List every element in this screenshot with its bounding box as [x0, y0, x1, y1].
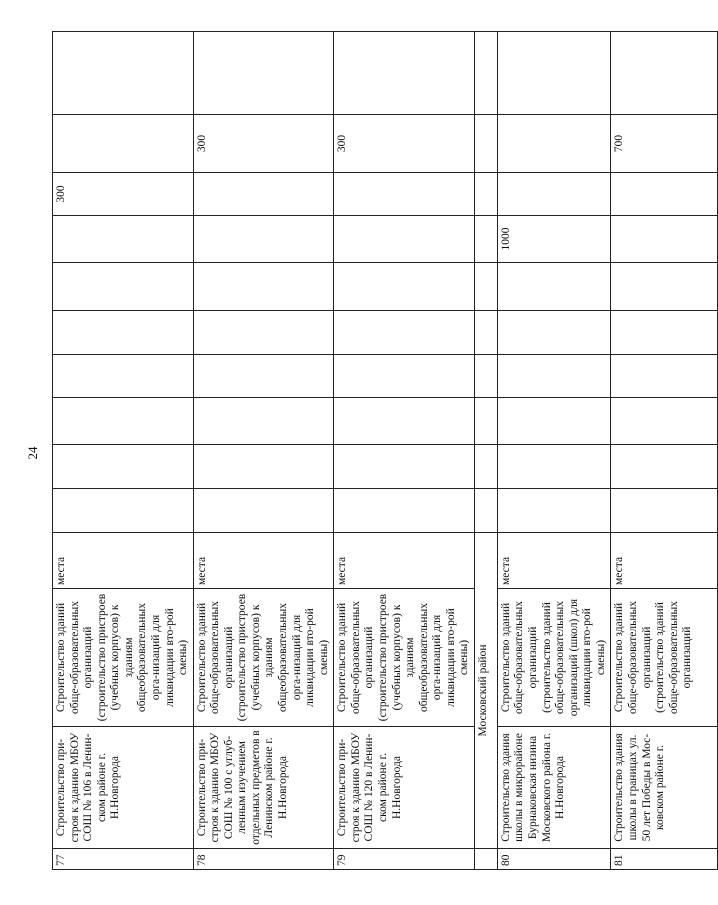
value-cell — [497, 445, 611, 489]
value-cell: 300 — [53, 173, 194, 216]
value-cell — [611, 311, 718, 355]
value-cell — [53, 216, 194, 263]
value-cell: 300 — [334, 115, 475, 173]
value-cell — [334, 32, 475, 115]
value-cell: 300 — [193, 115, 334, 173]
value-cell — [193, 173, 334, 216]
value-cell — [474, 173, 497, 216]
object-description: Строительство зданий обще-образовательных организаций (строительство пристроев (учебных корпусов) к зданиям общеобразовательных орга-низаций для ликвидации вто-рой смены) — [193, 589, 334, 727]
value-cell — [53, 115, 194, 173]
unit-cell: места — [497, 533, 611, 589]
value-cell — [497, 355, 611, 398]
construction-table — [52, 31, 718, 870]
object-name: Строительство здания школы в микрорайоне Бурнаковская низина Московского района г. Н.Новгорода — [497, 727, 611, 849]
value-cell — [497, 32, 611, 115]
value-cell — [611, 489, 718, 533]
object-description: Строительство зданий обще-образовательных организаций (строительство зданий обще-образовательных организаций — [611, 589, 718, 727]
value-cell — [193, 355, 334, 398]
table-row — [497, 32, 611, 870]
row-number: 81 — [611, 849, 718, 870]
value-cell — [474, 216, 497, 263]
value-cell: 1000 — [497, 216, 611, 263]
object-name: Строительство при-строя к зданию МБОУ СОШ № 100 с углуб-ленным изучением отдельных предметов в Ленинском районе г. Н.Новгорода — [193, 727, 334, 849]
value-cell — [193, 263, 334, 311]
row-number: 79 — [334, 849, 475, 870]
value-cell — [53, 311, 194, 355]
value-cell — [193, 32, 334, 115]
value-cell — [193, 216, 334, 263]
value-cell — [53, 398, 194, 445]
rotated-table — [52, 32, 694, 870]
value-cell — [497, 489, 611, 533]
value-cell — [53, 263, 194, 311]
value-cell — [474, 445, 497, 489]
object-name: Строительство здания школы в границах ул. 50 лет Победы в Мос-ковском районе г. — [611, 727, 718, 849]
table-row — [611, 32, 718, 870]
value-cell — [193, 311, 334, 355]
object-description: Строительство зданий обще-образовательных организаций (строительство пристроев (учебных корпусов) к зданиям общеобразовательных орга-низаций для ликвидации вто-рой смены) — [53, 589, 194, 727]
page-number: 24 — [25, 446, 40, 460]
value-cell — [53, 32, 194, 115]
value-cell — [611, 398, 718, 445]
value-cell — [497, 398, 611, 445]
value-cell — [611, 32, 718, 115]
value-cell — [334, 355, 475, 398]
row-number: 80 — [497, 849, 611, 870]
value-cell — [334, 216, 475, 263]
table-row — [193, 32, 334, 870]
value-cell — [334, 311, 475, 355]
value-cell — [334, 398, 475, 445]
value-cell — [474, 311, 497, 355]
object-description: Строительство зданий обще-образовательных организаций (строительство зданий обще-образовательных организаций (школ) для ликвидации вто-рой смены) — [497, 589, 611, 727]
value-cell — [474, 263, 497, 311]
value-cell — [497, 115, 611, 173]
value-cell — [474, 115, 497, 173]
value-cell — [611, 445, 718, 489]
value-cell — [497, 311, 611, 355]
district-row — [474, 32, 497, 870]
value-cell — [193, 489, 334, 533]
value-cell — [497, 263, 611, 311]
unit-cell: места — [611, 533, 718, 589]
value-cell — [474, 355, 497, 398]
value-cell — [611, 173, 718, 216]
object-description: Строительство зданий обще-образовательных организаций (строительство пристроев (учебных корпусов) к зданиям общеобразовательных орга-низаций для ликвидации вто-рой смены) — [334, 589, 475, 727]
value-cell — [193, 445, 334, 489]
document-sheet — [52, 32, 694, 870]
unit-cell: места — [193, 533, 334, 589]
object-name: Строительство при-строя к зданию МБОУ СОШ № 120 в Ленин-ском районе г. Н.Новгорода — [334, 727, 475, 849]
value-cell — [193, 398, 334, 445]
table-row — [334, 32, 475, 870]
value-cell — [334, 263, 475, 311]
value-cell — [334, 445, 475, 489]
value-cell — [334, 489, 475, 533]
value-cell — [53, 489, 194, 533]
unit-cell: места — [334, 533, 475, 589]
value-cell — [53, 445, 194, 489]
row-number: 77 — [53, 849, 194, 870]
table-row — [53, 32, 194, 870]
value-cell: 700 — [611, 115, 718, 173]
unit-cell: места — [53, 533, 194, 589]
object-name: Строительство при-строя к зданию МБОУ СОШ № 106 в Ленин-ском районе г. Н.Новгорода — [53, 727, 194, 849]
row-number: 78 — [193, 849, 334, 870]
value-cell — [497, 173, 611, 216]
value-cell — [611, 216, 718, 263]
value-cell — [334, 173, 475, 216]
value-cell — [474, 398, 497, 445]
value-cell — [474, 32, 497, 115]
district-spacer — [474, 849, 497, 870]
value-cell — [474, 489, 497, 533]
district-label: Московский район — [474, 533, 497, 849]
value-cell — [611, 263, 718, 311]
value-cell — [611, 355, 718, 398]
value-cell — [53, 355, 194, 398]
